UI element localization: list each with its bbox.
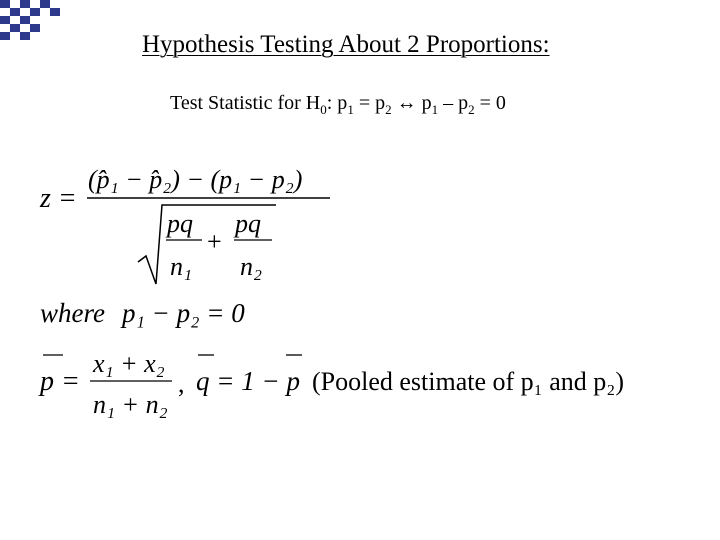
pq-term2-num: pq bbox=[235, 209, 261, 238]
where-word: where bbox=[40, 298, 105, 328]
pooled-estimate-formula bbox=[38, 349, 624, 419]
z-numerator: (p̂₁ − p̂₂) − (p₁ − p₂) bbox=[88, 165, 303, 194]
z-lhs: z = bbox=[40, 183, 77, 214]
where-condition bbox=[40, 298, 245, 328]
pooled-p-numerator: x₁ + x₂ bbox=[93, 349, 165, 378]
test-statistic-caption: Test Statistic for $H_0$: $p_1 = p_2$ ↔ $p_1 - p_2 = 0$ bbox=[170, 92, 506, 117]
n2-term2-den: n₂ bbox=[240, 252, 263, 281]
plus-sign: + bbox=[207, 227, 222, 256]
where-expression: p₁ − p₂ = 0 bbox=[122, 298, 245, 328]
pooled-p-lhs: p = bbox=[40, 366, 80, 397]
slide-title: Hypothesis Testing About 2 Proportions: bbox=[142, 31, 550, 58]
pooled-note: (Pooled estimate of p₁ and p₂) bbox=[312, 367, 624, 396]
q-expression: q = 1 − p bbox=[196, 366, 300, 396]
pooled-p-denominator: n₁ + n₂ bbox=[93, 390, 168, 419]
comma: , bbox=[178, 369, 185, 398]
z-statistic-formula bbox=[39, 165, 330, 284]
n1-term1-den: n₁ bbox=[170, 252, 193, 281]
pq-term1-num: pq bbox=[167, 209, 193, 238]
